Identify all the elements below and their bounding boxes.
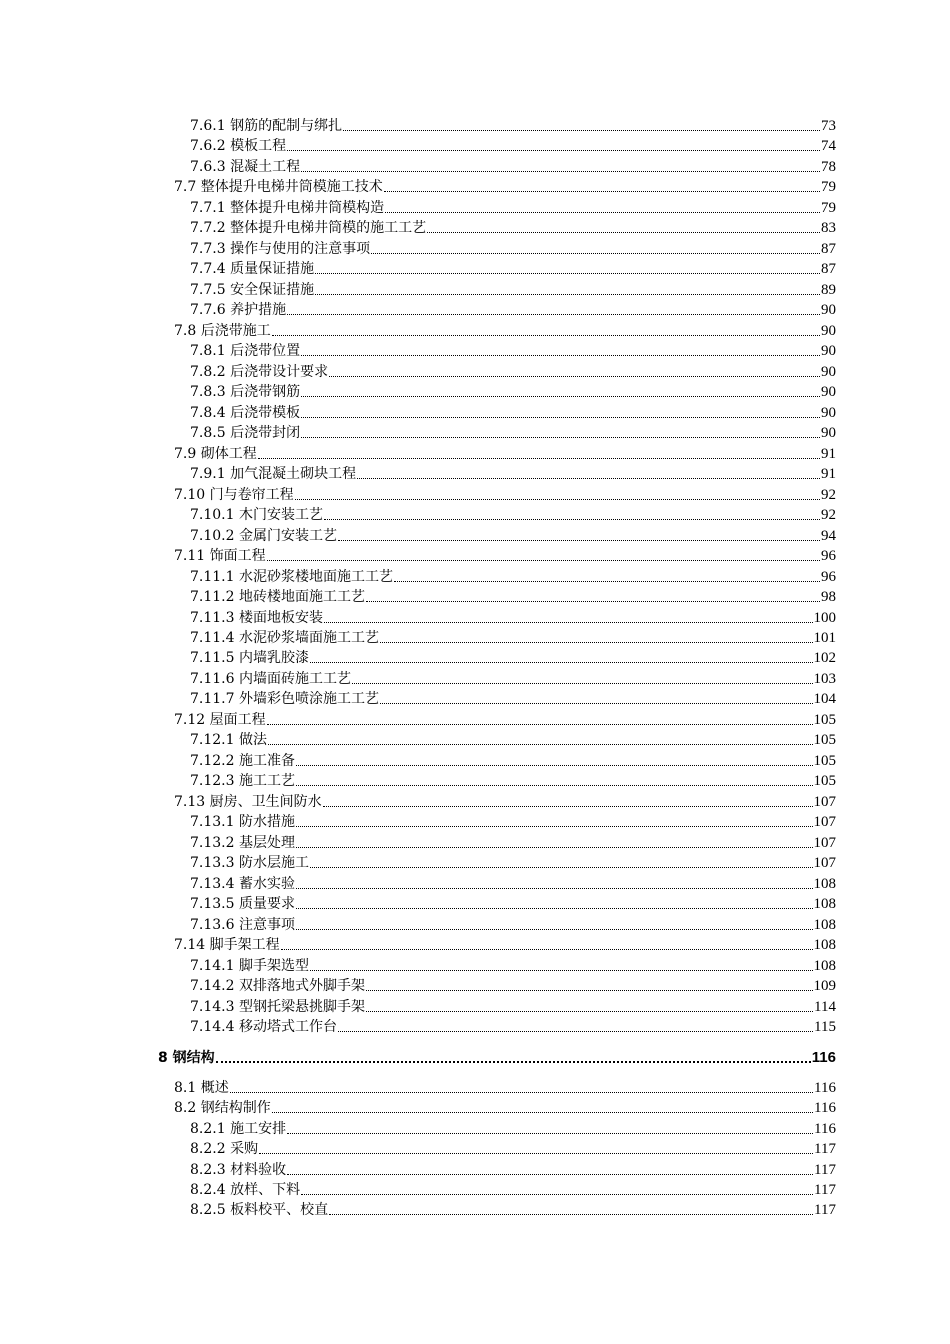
toc-entry[interactable] bbox=[190, 216, 836, 236]
toc-page-number: 109 bbox=[813, 978, 836, 995]
toc-page-number: 96 bbox=[821, 568, 836, 585]
toc-entry[interactable] bbox=[174, 544, 836, 564]
toc-entry-label: 7.13.5 质量要求 bbox=[190, 896, 295, 913]
toc-dot-leader bbox=[272, 335, 820, 336]
toc-entry[interactable] bbox=[190, 134, 836, 154]
toc-dot-leader bbox=[301, 417, 820, 418]
toc-dot-leader bbox=[315, 294, 820, 295]
toc-dot-leader bbox=[296, 908, 813, 909]
toc-page-number: 87 bbox=[821, 261, 836, 278]
toc-entry-label: 7.7 整体提升电梯井筒模施工技术 bbox=[174, 179, 383, 196]
toc-entry[interactable] bbox=[174, 933, 836, 953]
toc-entry-label: 7.6.1 钢筋的配制与绑扎 bbox=[190, 118, 343, 134]
toc-entry-label: 7.11.2 地砖楼地面施工工艺 bbox=[190, 589, 365, 606]
toc-entry-label: 7.14.1 脚手架选型 bbox=[190, 957, 309, 974]
toc-page-number: 79 bbox=[821, 179, 836, 196]
toc-entry-label: 7.7.3 操作与使用的注意事项 bbox=[190, 240, 371, 257]
toc-entry-label: 7.9 砌体工程 bbox=[174, 445, 257, 462]
toc-entry[interactable] bbox=[190, 1198, 836, 1218]
toc-entry-label: 7.10 门与卷帘工程 bbox=[174, 486, 294, 503]
toc-entry[interactable] bbox=[190, 360, 836, 380]
toc-dot-leader bbox=[394, 581, 820, 582]
toc-entry[interactable] bbox=[190, 196, 836, 216]
toc-entry[interactable] bbox=[190, 401, 836, 421]
toc-entry-label: 7.10.1 木门安装工艺 bbox=[190, 507, 323, 524]
toc-dot-leader bbox=[366, 1011, 813, 1012]
toc-entry-label: 7.6.3 混凝土工程 bbox=[190, 158, 301, 175]
toc-page-number: 101 bbox=[813, 630, 836, 646]
toc-entry-label: 7.11.3 楼面地板安装 bbox=[190, 609, 323, 626]
toc-page-number: 90 bbox=[821, 425, 836, 442]
toc-dot-leader bbox=[296, 765, 813, 766]
toc-entry-label: 8.1 概述 bbox=[174, 1080, 229, 1096]
toc-page-number: 105 bbox=[813, 711, 836, 728]
toc-entry-label: 8 钢结构 bbox=[158, 1050, 215, 1066]
toc-entry-label: 7.8.2 后浇带设计要求 bbox=[190, 363, 329, 380]
toc-entry[interactable] bbox=[190, 155, 836, 175]
toc-dot-leader bbox=[338, 540, 820, 541]
toc-page-number: 94 bbox=[821, 527, 836, 544]
toc-page-number: 103 bbox=[813, 670, 836, 687]
toc-entry-label: 7.13 厨房、卫生间防水 bbox=[174, 793, 322, 810]
toc-entry[interactable] bbox=[190, 667, 836, 687]
toc-page-number: 108 bbox=[813, 957, 836, 974]
toc-entry-label: 7.13.4 蓄水实验 bbox=[190, 875, 295, 892]
toc-entry-label: 7.8.4 后浇带模板 bbox=[190, 404, 301, 421]
toc-dot-leader bbox=[380, 642, 813, 643]
toc-page-number: 116 bbox=[814, 1100, 836, 1117]
toc-page-number: 92 bbox=[821, 507, 836, 524]
toc-dot-leader bbox=[267, 560, 820, 561]
toc-page-number: 90 bbox=[821, 302, 836, 319]
toc-entry[interactable] bbox=[174, 790, 836, 810]
toc-entry[interactable] bbox=[190, 421, 836, 441]
toc-entry[interactable] bbox=[190, 524, 836, 544]
toc-entry-label: 7.8 后浇带施工 bbox=[174, 322, 271, 339]
toc-page-number: 108 bbox=[813, 875, 836, 892]
toc-dot-leader bbox=[281, 949, 813, 950]
toc-entry[interactable] bbox=[190, 1137, 836, 1157]
toc-entry[interactable] bbox=[174, 1096, 836, 1116]
toc-dot-leader bbox=[268, 744, 813, 745]
toc-dot-leader bbox=[310, 970, 813, 971]
toc-entry-label: 7.7.4 质量保证措施 bbox=[190, 261, 315, 278]
toc-entry-label: 8.2 钢结构制作 bbox=[174, 1100, 271, 1117]
toc-page-number: 90 bbox=[821, 384, 836, 401]
toc-entry-label: 7.12 屋面工程 bbox=[174, 711, 266, 728]
toc-page-number: 107 bbox=[813, 834, 836, 851]
toc-dot-leader bbox=[287, 314, 820, 315]
toc-entry-label: 7.14.4 移动塔式工作台 bbox=[190, 1019, 337, 1036]
toc-entry[interactable] bbox=[190, 974, 836, 994]
toc-page-number: 104 bbox=[813, 691, 836, 708]
toc-dot-leader bbox=[310, 662, 813, 663]
toc-dot-leader bbox=[357, 478, 820, 479]
toc-page-number: 105 bbox=[813, 773, 836, 790]
toc-entry-label: 7.11.5 内墙乳胶漆 bbox=[190, 650, 309, 667]
toc-entry-label: 7.13.3 防水层施工 bbox=[190, 855, 309, 872]
toc-page-number: 102 bbox=[813, 650, 836, 667]
toc-dot-leader bbox=[258, 458, 820, 459]
toc-dot-leader bbox=[366, 990, 813, 991]
toc-entry-label: 7.11.7 外墙彩色喷涂施工工艺 bbox=[190, 691, 379, 708]
toc-dot-leader bbox=[324, 622, 813, 623]
toc-entry[interactable] bbox=[190, 626, 836, 646]
toc-page-number: 73 bbox=[821, 118, 836, 134]
toc-entry[interactable] bbox=[190, 646, 836, 666]
toc-dot-leader bbox=[323, 806, 813, 807]
toc-dot-leader bbox=[272, 1112, 813, 1113]
toc-entry[interactable] bbox=[190, 892, 836, 912]
toc-entry-label: 7.13.2 基层处理 bbox=[190, 834, 295, 851]
toc-dot-leader bbox=[301, 355, 820, 356]
toc-dot-leader bbox=[287, 150, 820, 151]
toc-page-number: 108 bbox=[813, 896, 836, 913]
toc-entry[interactable] bbox=[190, 339, 836, 359]
toc-dot-leader bbox=[366, 601, 820, 602]
toc-dot-leader bbox=[329, 1214, 813, 1215]
toc-page-number: 117 bbox=[814, 1161, 836, 1178]
toc-dot-leader bbox=[301, 437, 820, 438]
toc-dot-leader bbox=[296, 929, 813, 930]
toc-page-number: 115 bbox=[814, 1019, 836, 1036]
toc-page-number: 90 bbox=[821, 404, 836, 421]
toc-entry-label: 7.6.2 模板工程 bbox=[190, 138, 287, 155]
toc-entry-label: 7.13.1 防水措施 bbox=[190, 814, 295, 831]
toc-page-number: 107 bbox=[813, 793, 836, 810]
toc-entry-label: 7.9.1 加气混凝土砌块工程 bbox=[190, 466, 357, 483]
toc-entry[interactable] bbox=[190, 565, 836, 585]
toc-entry-label: 7.8.3 后浇带钢筋 bbox=[190, 384, 301, 401]
toc-entry[interactable] bbox=[190, 257, 836, 277]
toc-page-number: 100 bbox=[813, 609, 836, 626]
toc-entry-label: 7.12.1 做法 bbox=[190, 732, 267, 749]
toc-entry[interactable] bbox=[190, 769, 836, 789]
toc-dot-leader bbox=[315, 273, 820, 274]
toc-dot-leader bbox=[230, 1092, 813, 1093]
toc-entry-label: 7.11 饰面工程 bbox=[174, 548, 266, 565]
toc-entry[interactable] bbox=[174, 442, 836, 462]
toc-entry[interactable] bbox=[174, 708, 836, 728]
toc-entry[interactable] bbox=[190, 728, 836, 748]
toc-entry-label: 7.14.3 型钢托梁悬挑脚手架 bbox=[190, 998, 365, 1015]
toc-page-number: 117 bbox=[814, 1202, 836, 1219]
toc-page-number: 114 bbox=[814, 998, 836, 1015]
toc-entry[interactable] bbox=[190, 1015, 836, 1035]
toc-page-number: 116 bbox=[814, 1120, 836, 1137]
toc-dot-leader bbox=[385, 212, 820, 213]
toc-page-number: 89 bbox=[821, 281, 836, 298]
toc-entry[interactable] bbox=[190, 298, 836, 318]
toc-dot-leader bbox=[301, 1194, 813, 1195]
toc-page-number: 92 bbox=[821, 486, 836, 503]
toc-dot-leader bbox=[267, 724, 813, 725]
toc-entry[interactable] bbox=[174, 1076, 836, 1096]
toc-entry[interactable] bbox=[190, 114, 836, 134]
toc-dot-leader bbox=[296, 847, 813, 848]
toc-dot-leader bbox=[296, 826, 813, 827]
toc-page-number: 108 bbox=[813, 937, 836, 954]
toc-entry[interactable] bbox=[190, 810, 836, 830]
toc-page-number: 96 bbox=[821, 548, 836, 565]
toc-entry[interactable] bbox=[190, 1158, 836, 1178]
toc-page-number: 90 bbox=[821, 363, 836, 380]
toc-page-number: 105 bbox=[813, 752, 836, 769]
toc-entry[interactable] bbox=[190, 606, 836, 626]
toc-page-number: 74 bbox=[821, 138, 836, 155]
toc-dot-leader bbox=[371, 253, 820, 254]
toc-page-number: 105 bbox=[813, 732, 836, 749]
toc-entry-label: 7.14.2 双排落地式外脚手架 bbox=[190, 978, 365, 995]
toc-entry-label: 7.13.6 注意事项 bbox=[190, 916, 295, 933]
toc-page-number: 116 bbox=[811, 1049, 836, 1066]
toc-entry-label: 7.7.6 养护措施 bbox=[190, 302, 287, 319]
toc-page-number: 87 bbox=[821, 240, 836, 257]
toc-entry[interactable] bbox=[190, 1178, 836, 1198]
toc-dot-leader bbox=[216, 1061, 811, 1063]
toc-page-number: 98 bbox=[821, 589, 836, 606]
toc-page-number: 107 bbox=[813, 855, 836, 872]
toc-chapter-entry[interactable] bbox=[158, 1046, 836, 1066]
toc-entry-label: 8.2.2 采购 bbox=[190, 1141, 259, 1158]
toc-entry[interactable] bbox=[190, 954, 836, 974]
toc-entry-label: 7.11.1 水泥砂浆楼地面施工工艺 bbox=[190, 568, 393, 585]
toc-dot-leader bbox=[259, 1153, 813, 1154]
toc-page-number: 117 bbox=[814, 1141, 836, 1158]
toc-entry[interactable] bbox=[190, 278, 836, 298]
toc-dot-leader bbox=[343, 130, 820, 131]
toc-page-number: 107 bbox=[813, 814, 836, 831]
toc-dot-leader bbox=[329, 376, 820, 377]
toc-dot-leader bbox=[296, 785, 813, 786]
toc-dot-leader bbox=[296, 888, 813, 889]
toc-page-number: 90 bbox=[821, 343, 836, 360]
toc-entry[interactable] bbox=[190, 503, 836, 523]
toc-entry-label: 7.8.1 后浇带位置 bbox=[190, 343, 301, 360]
toc-entry-label: 7.12.2 施工准备 bbox=[190, 752, 295, 769]
toc-entry[interactable] bbox=[190, 687, 836, 707]
toc-entry[interactable] bbox=[190, 462, 836, 482]
toc-dot-leader bbox=[384, 191, 820, 192]
toc-dot-leader bbox=[324, 519, 820, 520]
toc-dot-leader bbox=[427, 232, 820, 233]
toc-entry-label: 7.11.6 内墙面砖施工工艺 bbox=[190, 670, 351, 687]
toc-page-number: 116 bbox=[814, 1080, 836, 1096]
toc-page-number: 108 bbox=[813, 916, 836, 933]
toc-entry-label: 7.10.2 金属门安装工艺 bbox=[190, 527, 337, 544]
toc-entry[interactable] bbox=[190, 585, 836, 605]
toc-page-number: 91 bbox=[821, 445, 836, 462]
toc-entry-label: 8.2.1 施工安排 bbox=[190, 1120, 287, 1137]
toc-dot-leader bbox=[352, 683, 813, 684]
toc-dot-leader bbox=[338, 1031, 813, 1032]
toc-entry[interactable] bbox=[174, 483, 836, 503]
toc-page-number: 79 bbox=[821, 199, 836, 216]
toc-dot-leader bbox=[287, 1133, 813, 1134]
toc-entry[interactable] bbox=[190, 237, 836, 257]
toc-page-number: 78 bbox=[821, 158, 836, 175]
toc-dot-leader bbox=[301, 171, 820, 172]
toc-dot-leader bbox=[380, 703, 813, 704]
toc-page-number: 91 bbox=[821, 466, 836, 483]
toc-entry[interactable] bbox=[190, 872, 836, 892]
toc-dot-leader bbox=[287, 1174, 813, 1175]
toc-page-number: 83 bbox=[821, 220, 836, 237]
toc-entry[interactable] bbox=[190, 380, 836, 400]
toc-page-number: 117 bbox=[814, 1182, 836, 1198]
toc-entry-label: 7.14 脚手架工程 bbox=[174, 937, 280, 954]
toc-entry-label: 7.7.5 安全保证措施 bbox=[190, 281, 315, 298]
toc-entry-label: 8.2.3 材料验收 bbox=[190, 1161, 287, 1178]
toc-dot-leader bbox=[310, 867, 813, 868]
toc-entry-label: 7.7.1 整体提升电梯井筒模构造 bbox=[190, 199, 385, 216]
toc-entry[interactable] bbox=[174, 175, 836, 195]
toc-entry-label: 7.11.4 水泥砂浆墙面施工工艺 bbox=[190, 630, 379, 646]
toc-entry[interactable] bbox=[190, 831, 836, 851]
toc-entry[interactable] bbox=[190, 1117, 836, 1137]
toc-entry-label: 8.2.4 放样、下料 bbox=[190, 1182, 301, 1198]
toc-entry-label: 7.12.3 施工工艺 bbox=[190, 773, 295, 790]
toc-entry[interactable] bbox=[174, 319, 836, 339]
toc-entry[interactable] bbox=[190, 749, 836, 769]
toc-entry-label: 7.7.2 整体提升电梯井筒模的施工工艺 bbox=[190, 220, 427, 237]
toc-page-number: 90 bbox=[821, 322, 836, 339]
toc-entry-label: 7.8.5 后浇带封闭 bbox=[190, 425, 301, 442]
toc-entry[interactable] bbox=[190, 913, 836, 933]
toc-entry-label: 8.2.5 板料校平、校直 bbox=[190, 1202, 329, 1219]
toc-dot-leader bbox=[295, 499, 820, 500]
toc-dot-leader bbox=[301, 396, 820, 397]
toc-entry[interactable] bbox=[190, 995, 836, 1015]
toc-entry[interactable] bbox=[190, 851, 836, 871]
